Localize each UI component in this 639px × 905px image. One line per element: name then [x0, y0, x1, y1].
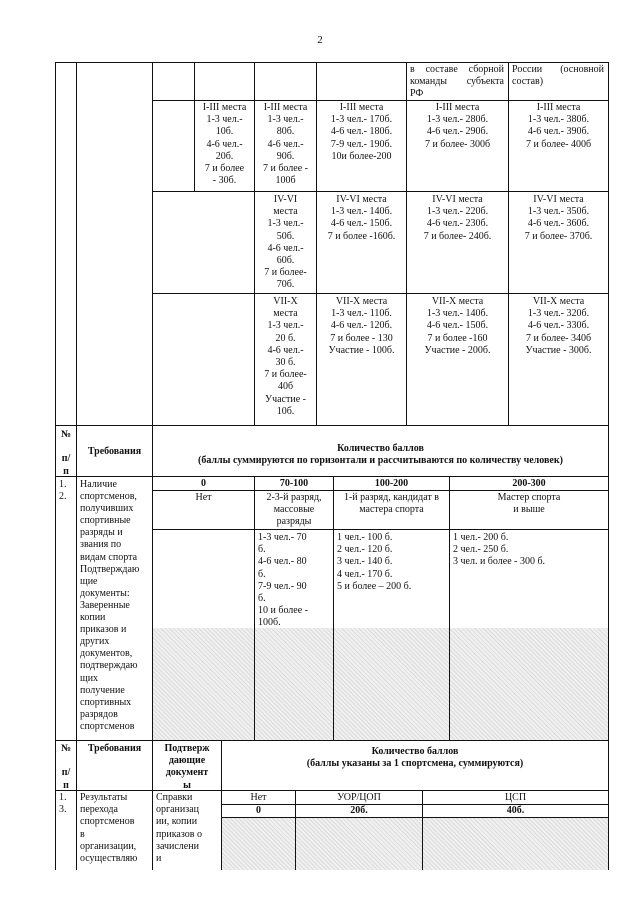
header-team-russia: России (основной состав)	[512, 64, 604, 88]
points-none: 0	[256, 805, 261, 816]
page-number: 2	[317, 34, 323, 46]
cell-r3-d: VII-X места 1-3 чел.- 20 б. 4-6 чел.- 30 б. 7 и более- 40б Участие - 10б.	[264, 296, 307, 417]
points-candidate-master: 1 чел.- 100 б. 2 чел.- 120 б. 3 чел.- 140 б. 4 чел.- 170 б. 5 и более – 200 б.	[337, 532, 412, 592]
cell-r1-f: I-III места 1-3 чел.- 280б. 4-6 чел.- 290б. 7 и более- 300б	[424, 102, 491, 150]
cell-r3-e: VII-X места 1-3 чел.- 110б. 4-6 чел.- 120б. 7 и более - 130 Участие - 100б.	[328, 296, 395, 356]
cell-r2-f: IV-VI места 1-3 чел.- 220б. 4-6 чел.- 230б. 7 и более- 240б.	[423, 194, 492, 242]
number-column-header: № п/ п	[60, 429, 72, 477]
cell-r2-d: IV-VI места 1-3 чел.- 50б. 4-6 чел.- 60б. 7 и более- 70б.	[264, 194, 307, 291]
level-uor-cop: УОР/ЦОП	[337, 792, 381, 803]
cell-r1-g: I-III места 1-3 чел.- 380б. 4-6 чел.- 390б. 7 и более- 400б	[525, 102, 592, 150]
range-70-100: 70-100	[279, 478, 309, 489]
number-column-header-2: № п/ п	[60, 743, 72, 791]
cell-r3-g: VII-X места 1-3 чел.- 320б. 4-6 чел.- 330б. 7 и более- 340б Участие - 300б.	[525, 296, 592, 356]
points-mass-ranks: 1-3 чел.- 70 б. 4-6 чел.- 80 б. 7-9 чел.- 90 б. 10 и более - 100б.	[258, 532, 309, 629]
documents-header: Подтверж дающие документ ы	[164, 743, 210, 791]
cell-r2-g: IV-VI места 1-3 чел.- 350б. 4-6 чел.- 360б. 7 и более- 370б.	[524, 194, 593, 242]
cell-r3-f: VII-X места 1-3 чел.- 140б. 4-6 чел.- 150б. 7 и более -160 Участие - 200б.	[424, 296, 491, 356]
range-0: 0	[201, 478, 206, 489]
cell-r1-c: I-III места 1-3 чел.- 10б. 4-6 чел.- 20б. 7 и более - 30б.	[202, 102, 247, 187]
level-none: Нет	[195, 492, 212, 503]
points-header: Количество баллов (баллы суммируются по горизонтали и рассчитываются по количеству человек)	[198, 443, 563, 467]
requirements-header: Требования	[87, 446, 142, 457]
level-master: Мастер спорта и выше	[497, 492, 561, 516]
level-csp: ЦСП	[504, 792, 527, 803]
row-number: 1. 2.	[59, 479, 67, 503]
requirement-text-2: Результаты перехода спортсменов в организации, осуществляю	[80, 792, 138, 864]
points-master: 1 чел.- 200 б. 2 чел.- 250 б. 3 чел. и более - 300 б.	[453, 532, 546, 568]
row-number-2: 1. 3.	[59, 792, 67, 816]
requirement-text: Наличие спортсменов, получивших спортивные разряды и звания по видам спорта Подтверждаю щие документы: Заверенные копии приказов и других документов, подтверждаю щих получение спортивных разрядов спортсменов	[80, 479, 140, 732]
range-100-200: 100-200	[374, 478, 409, 489]
points-header-2: Количество баллов (баллы указаны за 1 спортсмена, суммируются)	[306, 746, 524, 770]
range-200-300: 200-300	[512, 478, 546, 489]
documents-text: Справки организац ии, копии приказов о зачислени и	[156, 792, 202, 864]
cell-r2-e: IV-VI места 1-3 чел.- 140б. 4-6 чел.- 150б. 7 и более -160б.	[327, 194, 396, 242]
cell-r1-e: I-III места 1-3 чел.- 170б. 4-6 чел.- 180б. 7-9 чел.- 190б. 10и более-200	[330, 102, 393, 162]
level-mass-ranks: 2-3-й разряд, массовые разряды	[266, 492, 322, 528]
cell-r1-d: I-III места 1-3 чел.- 80б. 4-6 чел.- 90б. 7 и более - 100б	[262, 102, 308, 187]
points-uor-cop: 20б.	[350, 805, 368, 816]
header-team-region: в составе сборной команды субъекта РФ	[410, 64, 504, 100]
requirements-header-2: Требования	[87, 743, 142, 754]
level-none-2: Нет	[250, 792, 267, 803]
level-candidate-master: 1-й разряд, кандидат в мастера спорта	[343, 492, 440, 516]
points-csp: 40б.	[506, 805, 525, 816]
